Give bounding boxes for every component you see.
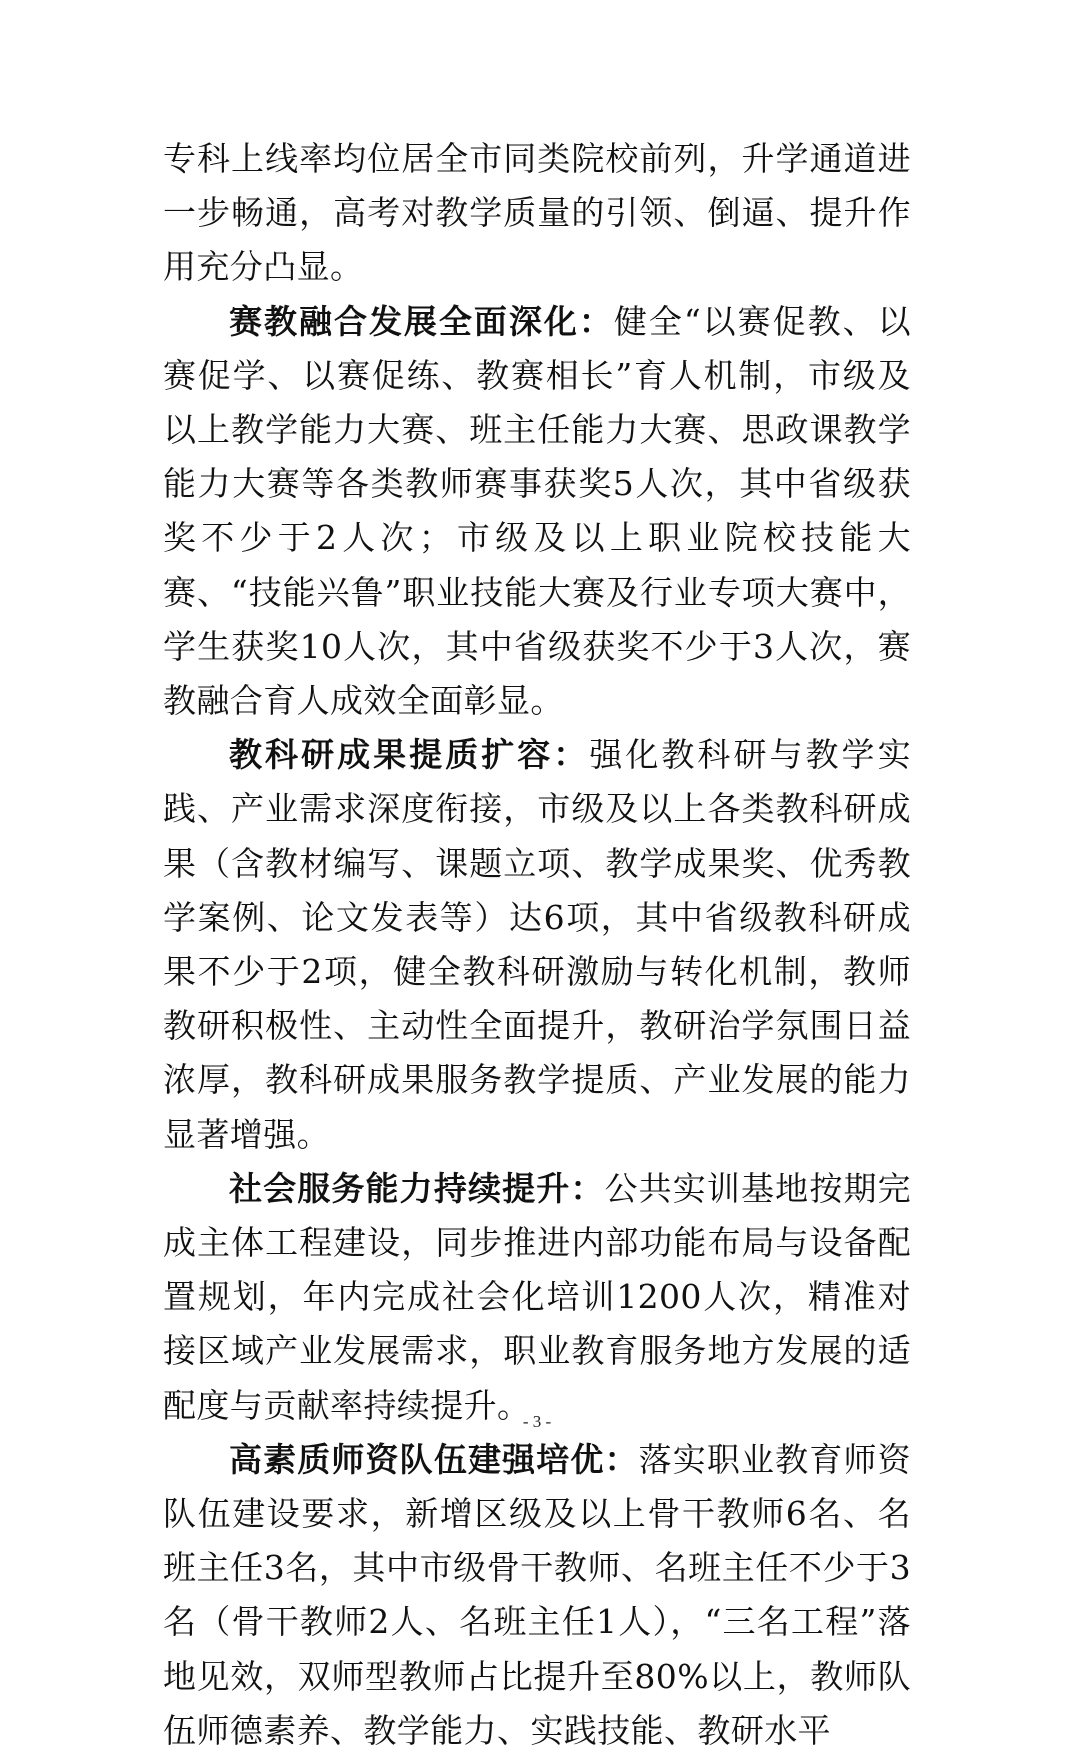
- paragraph-continuation: [163, 132, 911, 295]
- paragraph-heading: 教科研成果提质扩容：: [229, 735, 590, 775]
- paragraph-social-service: [163, 1162, 911, 1433]
- page-number: - 3 -: [522, 1412, 552, 1431]
- paragraph-body: 健全“以赛促教、以赛促学、以赛促练、教赛相长”育人机制，市级及以上教学能力大赛、班主任能力大赛、思政课教学能力大赛等各类教师赛事获奖5人次，其中省级获奖不少于2人次；市级及以上职业院校技能大赛、“技能兴鲁”职业技能大赛及行业专项大赛中，学生获奖10人次，其中省级获奖不少于3人次，赛教融合育人成效全面彰显。: [163, 301, 911, 721]
- paragraph-competition-integration: [163, 295, 911, 729]
- body-text: [163, 132, 911, 1758]
- paragraph-teacher-team: [163, 1433, 911, 1758]
- paragraph-body: 专科上线率均位居全市同类院校前列，升学通道进一步畅通，高考对教学质量的引领、倒逼、提升作用充分凸显。: [163, 139, 911, 287]
- paragraph-research-results: [163, 728, 911, 1162]
- paragraph-body: 落实职业教育师资队伍建设要求，新增区级及以上骨干教师6名、名班主任3名，其中市级骨干教师、名班主任不少于3名（骨干教师2人、名班主任1人），“三名工程”落地见效，双师型教师占比提升至80%以上，教师队伍师德素养、教学能力、实践技能、教研水平: [163, 1439, 911, 1750]
- paragraph-body: 强化教科研与教学实践、产业需求深度衔接，市级及以上各类教科研成果（含教材编写、课题立项、教学成果奖、优秀教学案例、论文发表等）达6项，其中省级教科研成果不少于2项，健全教科研激励与转化机制，教师教研积极性、主动性全面提升，教研治学氛围日益浓厚，教科研成果服务教学提质、产业发展的能力显著增强。: [163, 735, 911, 1154]
- paragraph-heading: 社会服务能力持续提升：: [229, 1168, 605, 1208]
- paragraph-heading: 赛教融合发展全面深化：: [229, 301, 614, 341]
- paragraph-body: 公共实训基地按期完成主体工程建设，同步推进内部功能布局与设备配置规划，年内完成社会化培训1200人次，精准对接区域产业发展需求，职业教育服务地方发展的适配度与贡献率持续提升。: [163, 1168, 911, 1425]
- paragraph-heading: 高素质师资队伍建强培优：: [229, 1439, 639, 1479]
